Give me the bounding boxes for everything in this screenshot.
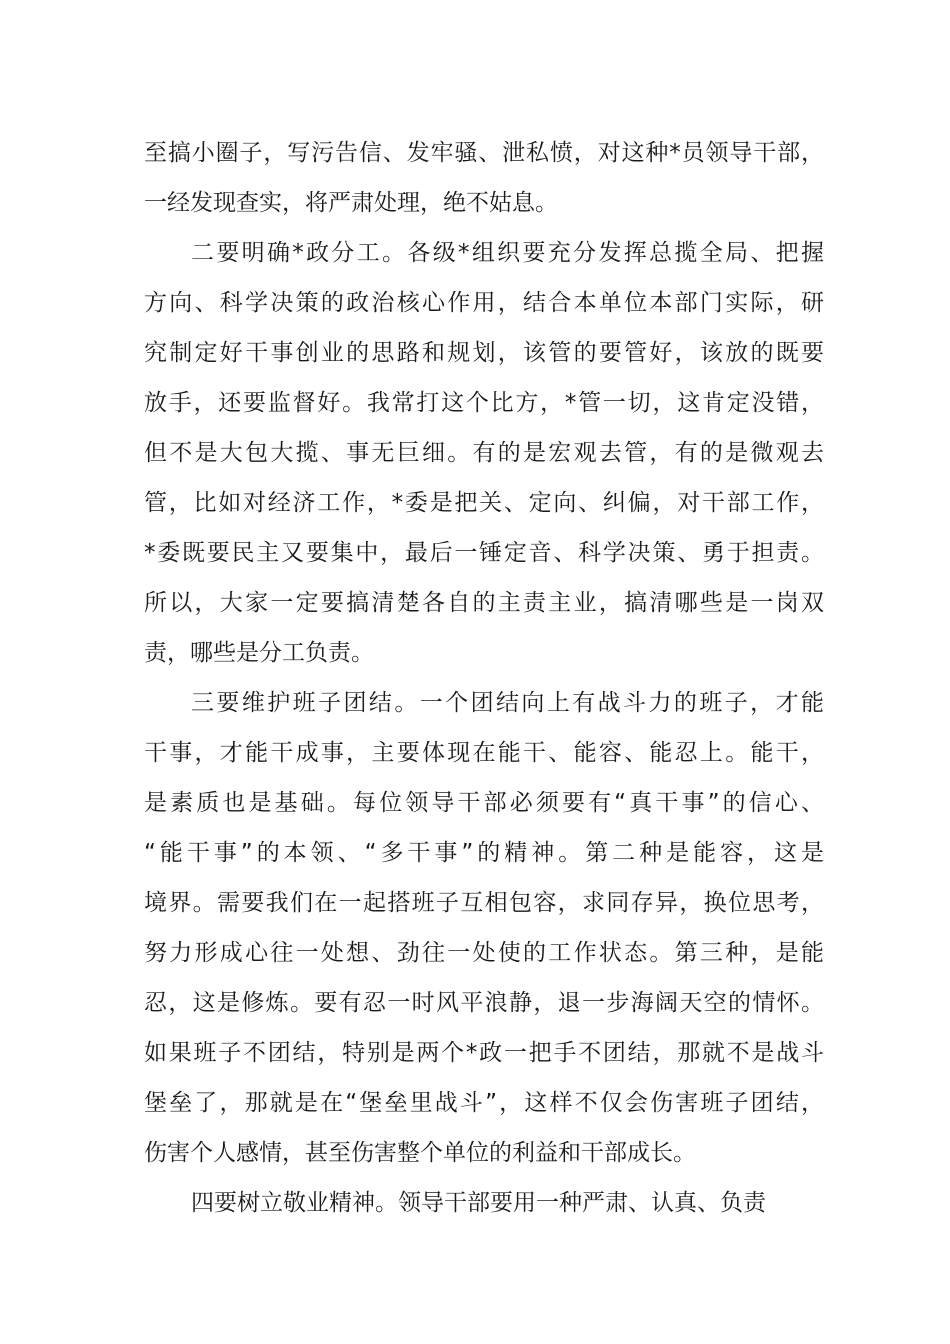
text-line: 但不是大包大揽、事无巨细。有的是宏观去管，有的是微观去 (144, 440, 824, 466)
text-line: *委既要民主又要集中，最后一锤定音、科学决策、勇于担责。 (144, 540, 824, 566)
text-line: 放手，还要监督好。我常打这个比方，*管一切，这肯定没错， (144, 390, 824, 416)
text-line: 忍，这是修炼。要有忍一时风平浪静，退一步海阔天空的情怀。 (144, 990, 824, 1016)
text-line: “能干事”的本领、“多干事”的精神。第二种是能容，这是 (144, 840, 824, 866)
document-body (144, 128, 824, 1228)
text-line: 如果班子不团结，特别是两个*政一把手不团结，那就不是战斗 (144, 1040, 824, 1066)
text-line: 管，比如对经济工作，*委是把关、定向、纠偏，对干部工作， (144, 490, 824, 516)
text-line: 境界。需要我们在一起搭班子互相包容，求同存异，换位思考， (144, 890, 824, 916)
text-line: 是素质也是基础。每位领导干部必须要有“真干事”的信心、 (144, 790, 824, 816)
text-line: 至搞小圈子，写污告信、发牢骚、泄私愤，对这种*员领导干部， (144, 140, 824, 166)
text-line: 所以，大家一定要搞清楚各自的主责主业，搞清哪些是一岗双 (144, 590, 824, 616)
paragraph-start-line: 三要维护班子团结。一个团结向上有战斗力的班子，才能 (191, 690, 824, 716)
text-line: 努力形成心往一处想、劲往一处使的工作状态。第三种，是能 (144, 940, 824, 966)
text-line: 责，哪些是分工负责。 (144, 640, 374, 666)
text-line: 一经发现查实，将严肃处理，绝不姑息。 (144, 190, 558, 216)
text-line: 伤害个人感情，甚至伤害整个单位的利益和干部成长。 (144, 1140, 696, 1166)
paragraph-start-line: 二要明确*政分工。各级*组织要充分发挥总揽全局、把握 (191, 240, 824, 266)
paragraph-start-line: 四要树立敬业精神。领导干部要用一种严肃、认真、负责 (191, 1190, 766, 1216)
text-line: 方向、科学决策的政治核心作用，结合本单位本部门实际，研 (144, 290, 824, 316)
text-line: 干事，才能干成事，主要体现在能干、能容、能忍上。能干， (144, 740, 824, 766)
text-line: 堡垒了，那就是在“堡垒里战斗”，这样不仅会伤害班子团结， (144, 1090, 824, 1116)
text-line: 究制定好干事创业的思路和规划，该管的要管好，该放的既要 (144, 340, 824, 366)
